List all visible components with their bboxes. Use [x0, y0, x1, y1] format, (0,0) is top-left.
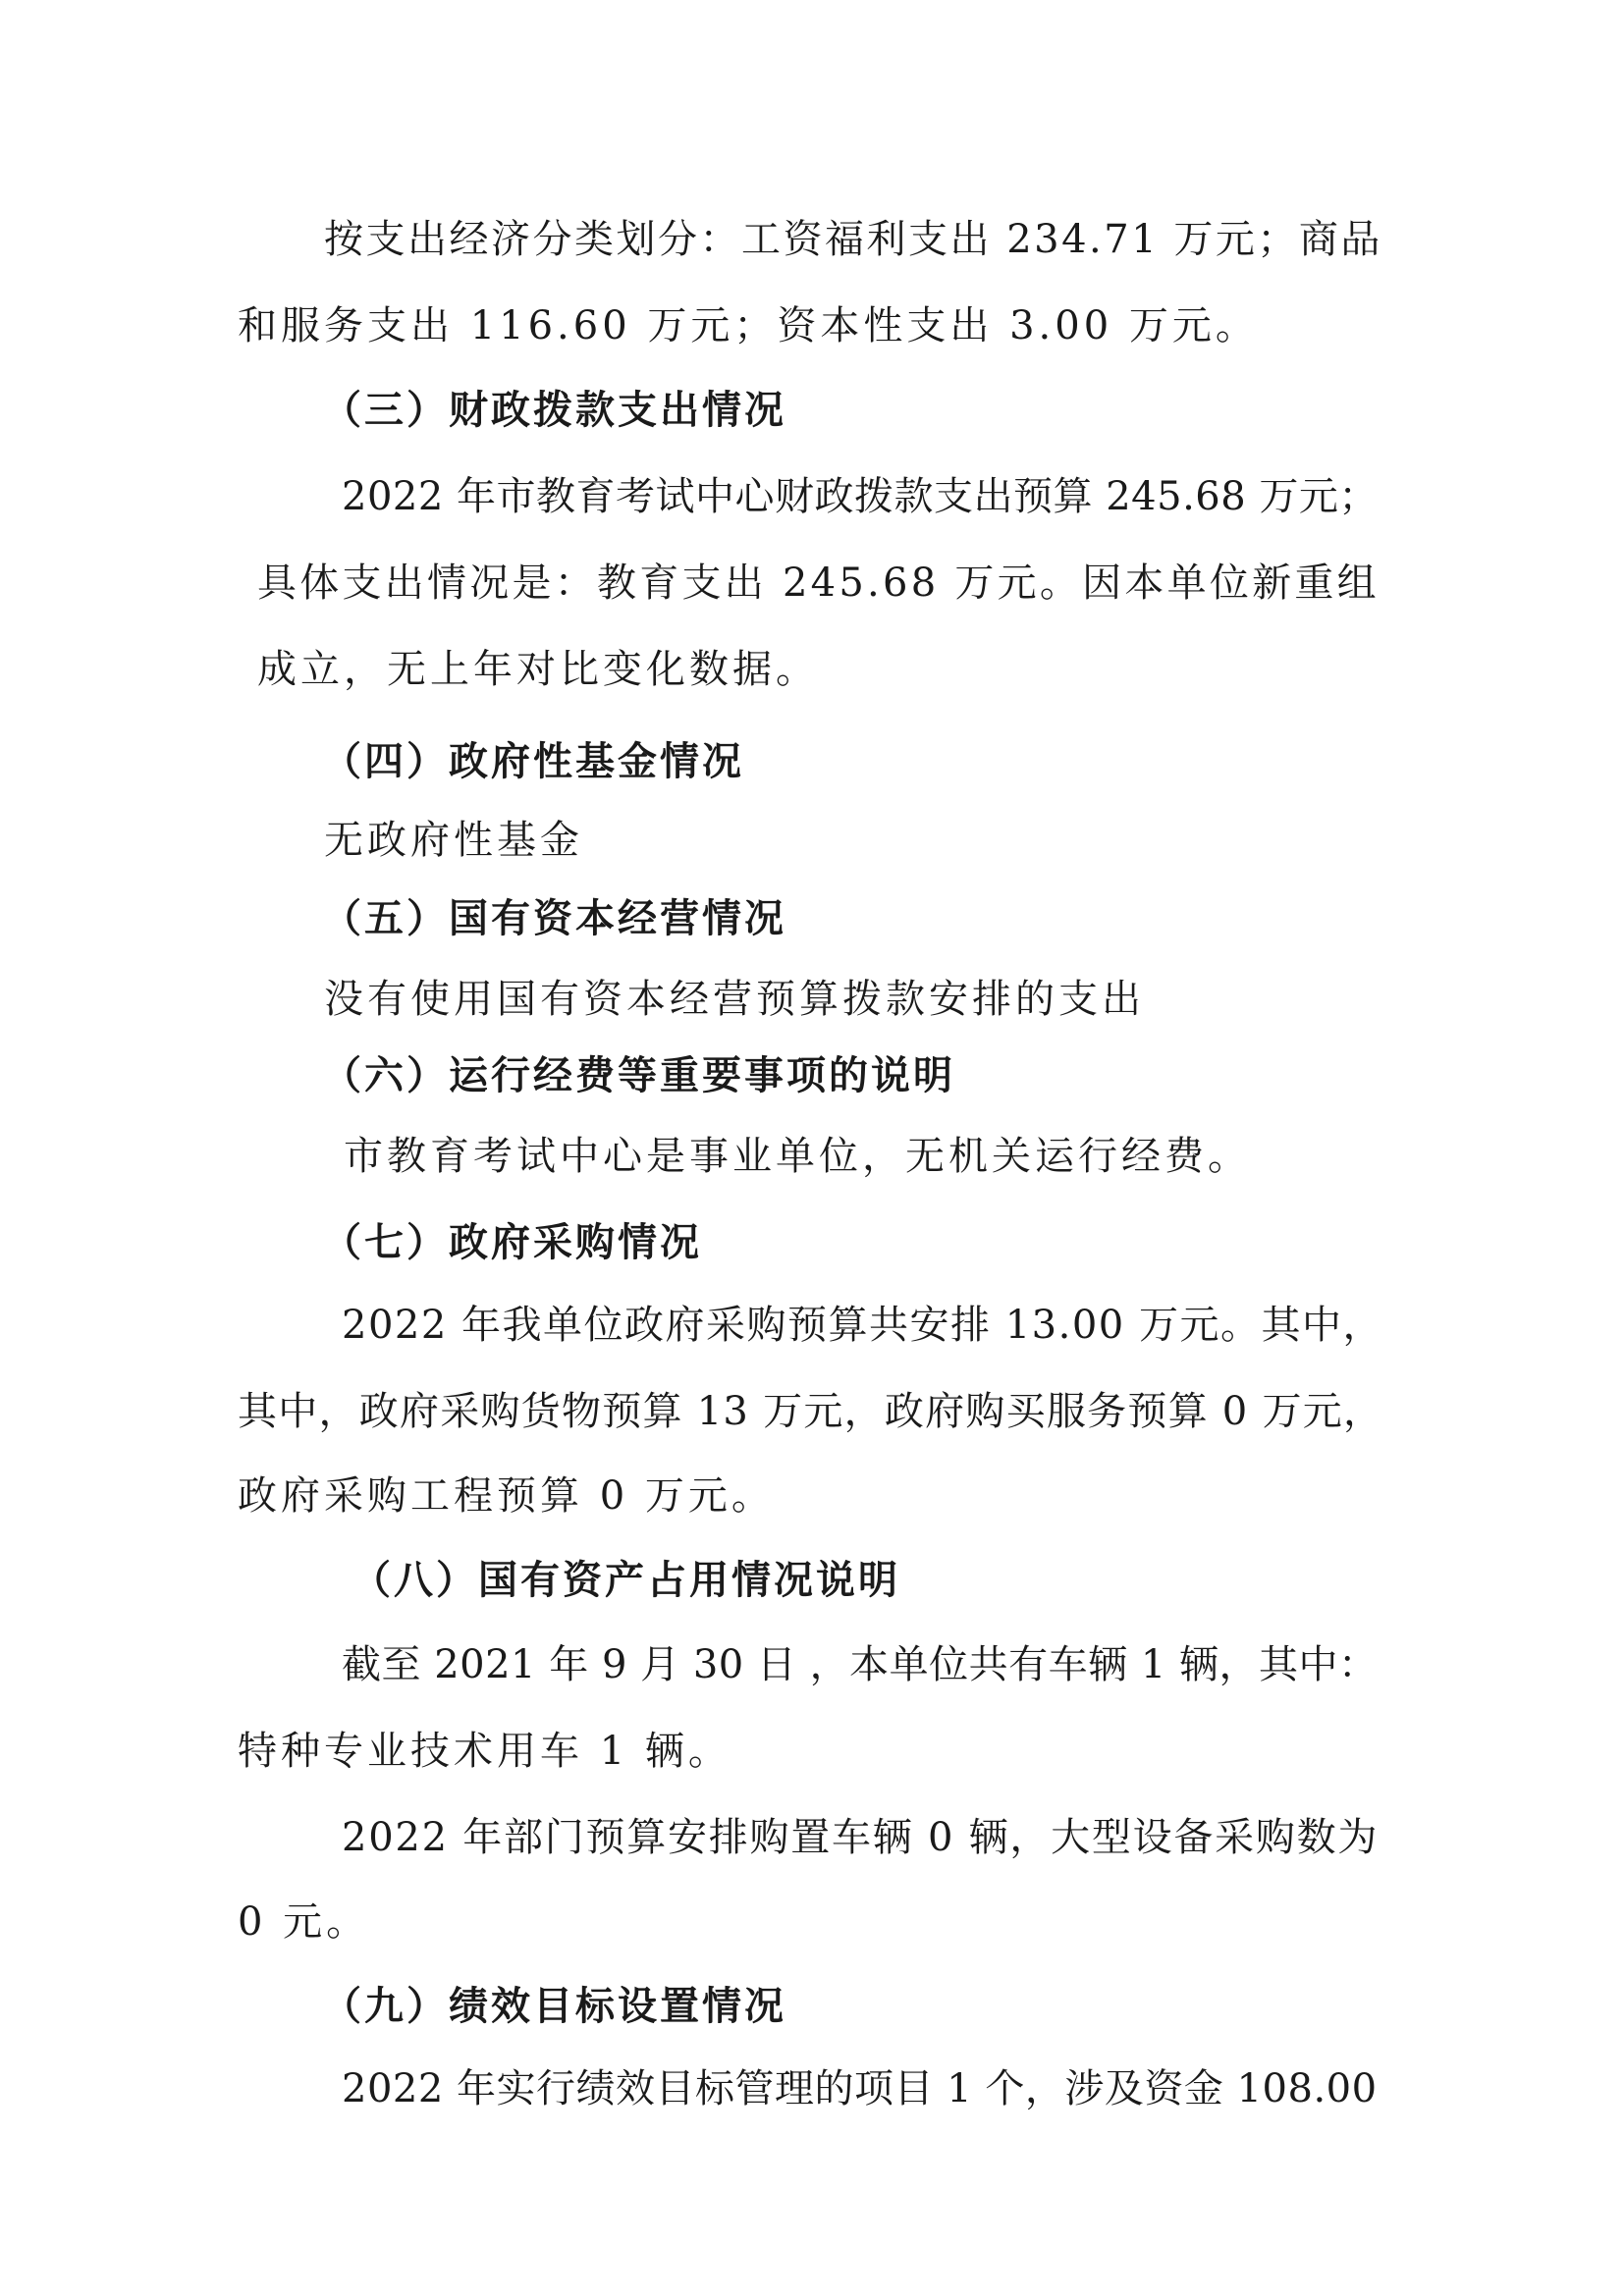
heading-operation-expenses: （六）运行经费等重要事项的说明: [322, 1053, 955, 1098]
heading-performance-targets: （九）绩效目标设置情况: [322, 1984, 786, 2029]
paragraph-assets-line2: 特种专业技术用车 1 辆。: [238, 1729, 731, 1774]
heading-government-fund: （四）政府性基金情况: [322, 739, 744, 784]
paragraph-performance-line1: 2022 年实行绩效目标管理的项目 1 个，涉及资金 108.00: [342, 2066, 1378, 2111]
heading-state-assets: （八）国有资产占用情况说明: [352, 1558, 900, 1603]
paragraph-fiscal-line2: 具体支出情况是：教育支出 245.68 万元。因本单位新重组: [257, 561, 1380, 606]
heading-government-procurement: （七）政府采购情况: [322, 1220, 702, 1265]
paragraph-procurement-line1: 2022 年我单位政府采购预算共安排 13.00 万元。其中，: [342, 1303, 1383, 1348]
paragraph-economic-class-line2: 和服务支出 116.60 万元；资本性支出 3.00 万元。: [238, 303, 1259, 348]
paragraph-economic-class-line1: 按支出经济分类划分：工资福利支出 234.71 万元；商品: [324, 217, 1382, 262]
paragraph-assets-line1: 截至 2021 年 9 月 30 日 ，本单位共有车辆 1 辆，其中：: [342, 1642, 1379, 1687]
paragraph-operation-expenses: 市教育考试中心是事业单位，无机关运行经费。: [344, 1134, 1251, 1179]
paragraph-vehicles-line2: 0 元。: [238, 1899, 370, 1945]
heading-fiscal-expenditure: （三）财政拨款支出情况: [322, 388, 786, 433]
paragraph-vehicles-line1: 2022 年部门预算安排购置车辆 0 辆，大型设备采购数为: [342, 1815, 1380, 1860]
paragraph-government-fund: 无政府性基金: [324, 818, 583, 863]
paragraph-fiscal-line1: 2022 年市教育考试中心财政拨款支出预算 245.68 万元；: [342, 474, 1379, 519]
paragraph-procurement-line3: 政府采购工程预算 0 万元。: [238, 1473, 775, 1519]
paragraph-procurement-line2: 其中，政府采购货物预算 13 万元，政府购买服务预算 0 万元，: [238, 1389, 1384, 1434]
paragraph-fiscal-line3: 成立，无上年对比变化数据。: [257, 647, 819, 692]
heading-state-capital: （五）国有资本经营情况: [322, 896, 786, 941]
paragraph-state-capital: 没有使用国有资本经营预算拨款安排的支出: [324, 977, 1145, 1022]
